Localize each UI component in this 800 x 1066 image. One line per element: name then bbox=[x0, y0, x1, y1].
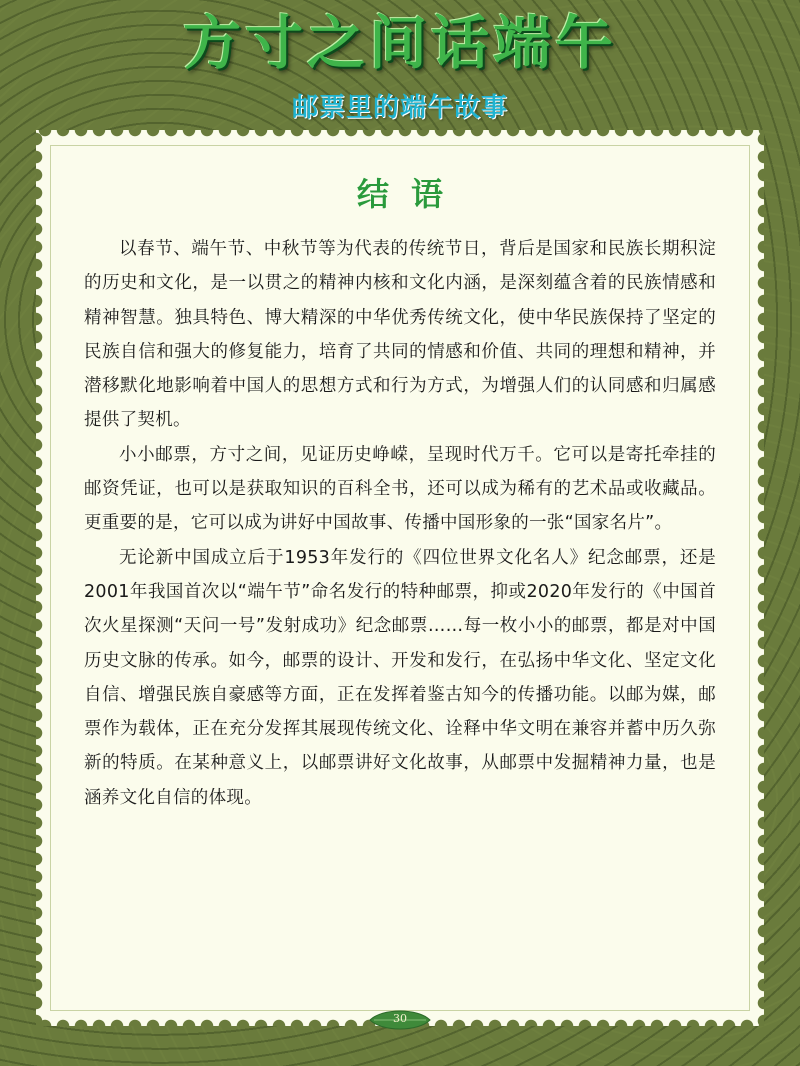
article-body bbox=[84, 232, 716, 815]
paragraph-1: 以春节、端午节、中秋节等为代表的传统节日，背后是国家和民族长期积淀的历史和文化，是一以贯之的精神内核和文化内涵，是深刻蕴含着的民族情感和精神智慧。独具特色、博大精深的中华优秀传统文化，使中华民族保持了坚定的民族自信和强大的修复能力，培育了共同的情感和价值、共同的理想和精神，并潜移默化地影响着中国人的思想方式和行为方式，为增强人们的认同感和归属感提供了契机。 bbox=[84, 239, 716, 431]
paragraph-2: 小小邮票，方寸之间，见证历史峥嵘，呈现时代万千。它可以是寄托牵挂的邮资凭证，也可以是获取知识的百科全书，还可以成为稀有的艺术品或收藏品。更重要的是，它可以成为讲好中国故事、传播中国形象的一张“国家名片”。 bbox=[84, 444, 716, 534]
page-subtitle: 邮票里的端午故事 bbox=[291, 93, 508, 123]
paragraph-3: 无论新中国成立后于1953年发行的《四位世界文化名人》纪念邮票，还是2001年我国首次以“端午节”命名发行的特种邮票，抑或2020年发行的《中国首次火星探测“天问一号”发射成功》纪念邮票……每一枚小小的邮票，都是对中国历史文脉的传承。如今，邮票的设计、开发和发行，在弘扬中华文化、坚定文化自信、增强民族自豪感等方面，正在发挥着鉴古知今的传播功能。以邮为媒，邮票作为载体，正在充分发挥其展现传统文化、诠释中华文明在兼容并蓄中历久弥新的特质。在某种意义上，以邮票讲好文化故事，从邮票中发掘精神力量，也是涵养文化自信的体现。 bbox=[84, 547, 716, 808]
section-heading: 结语 bbox=[356, 175, 465, 213]
page-number: 30 bbox=[393, 1012, 407, 1025]
page-title: 方寸之间话端午 bbox=[182, 9, 617, 77]
